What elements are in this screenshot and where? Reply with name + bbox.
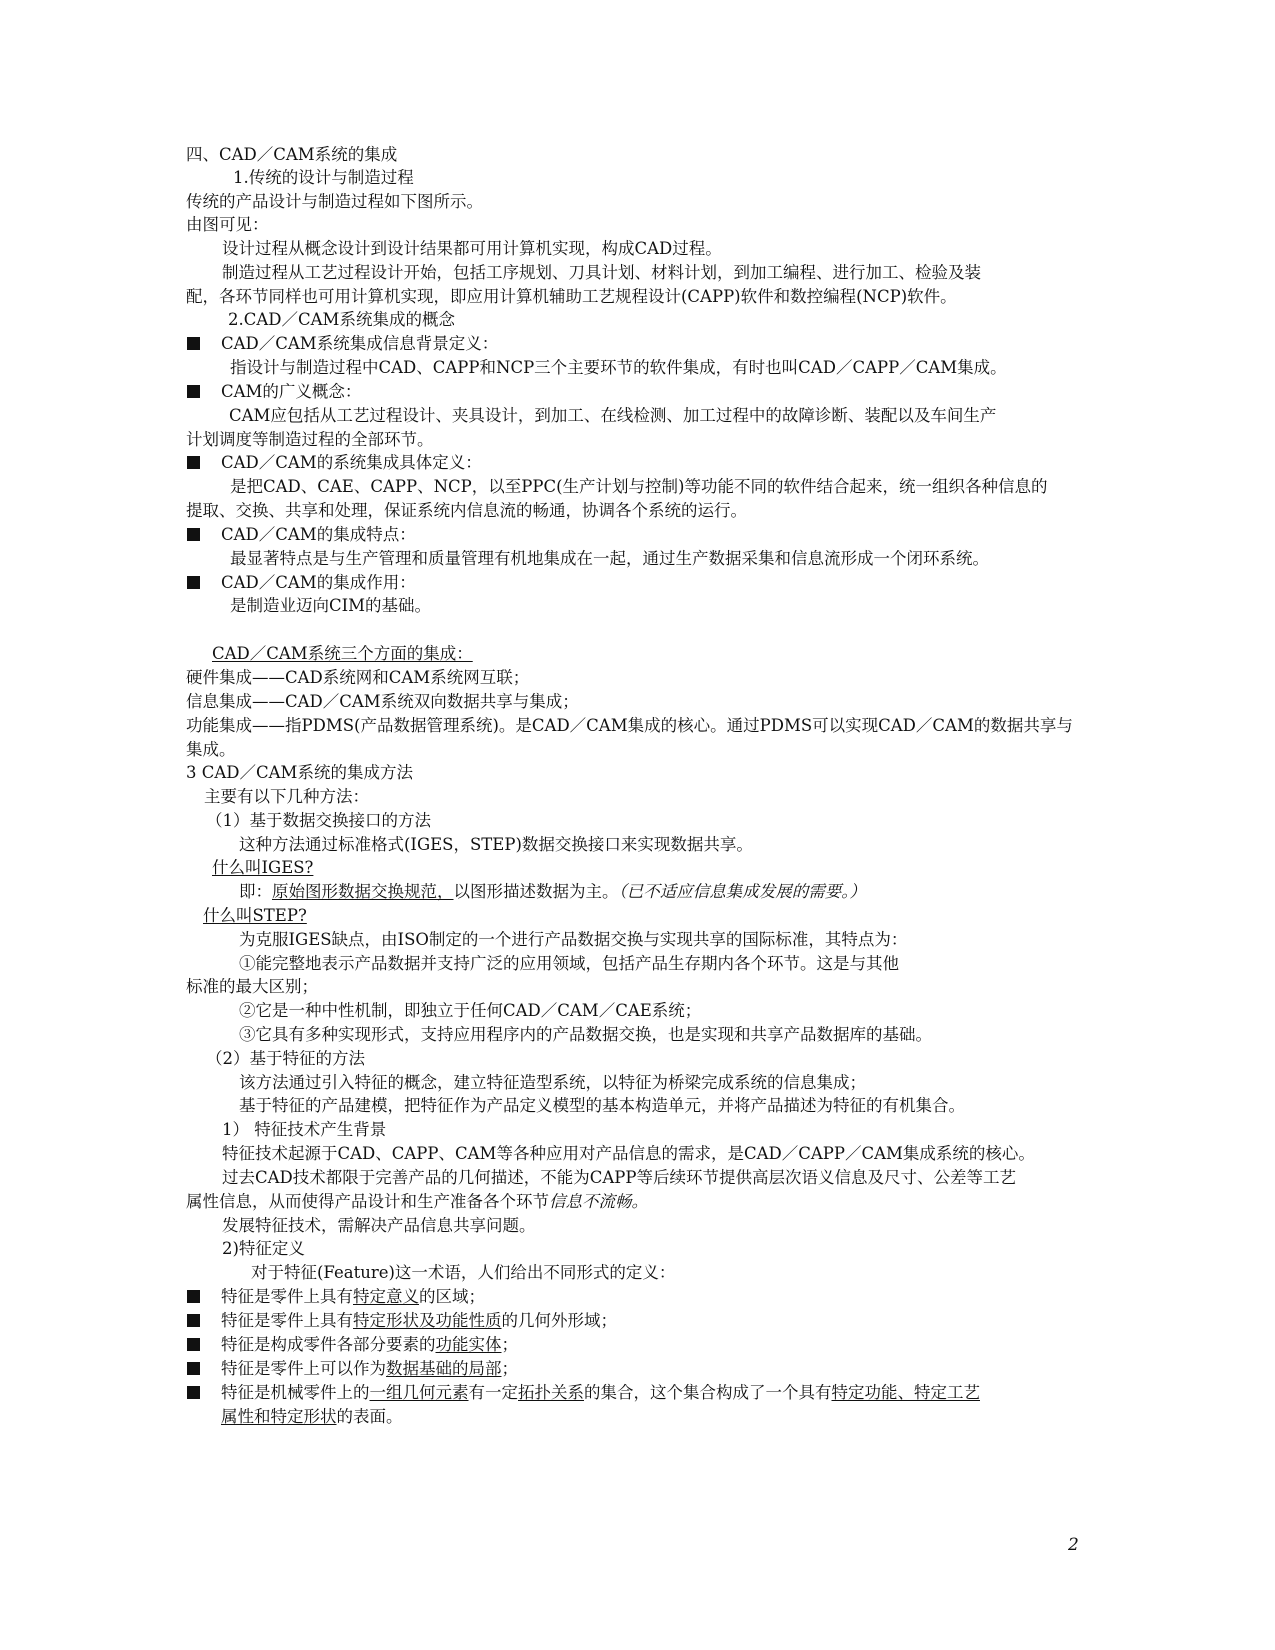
underlined-question: 什么叫IGES? — [212, 858, 314, 877]
bullet-square-icon — [187, 456, 200, 469]
subsection-heading: （2）基于特征的方法 — [206, 1049, 365, 1068]
bullet-item: CAM的广义概念： — [221, 382, 362, 401]
underlined-question: 什么叫STEP? — [203, 906, 307, 925]
bullet-item-continuation: 属性和特定形状的表面。 — [221, 1407, 403, 1426]
bullet-item: 特征是零件上具有特定意义的区域； — [221, 1287, 485, 1306]
bullet-square-icon — [187, 576, 200, 589]
bullet-item: CAD／CAM的系统集成具体定义： — [221, 453, 482, 472]
paragraph-line: 这种方法通过标准格式(IGES，STEP)数据交换接口来实现数据共享。 — [239, 835, 753, 854]
subsection-heading: 3 CAD／CAM系统的集成方法 — [186, 763, 413, 782]
paragraph-line: 该方法通过引入特征的概念，建立特征造型系统，以特征为桥梁完成系统的信息集成； — [239, 1073, 866, 1092]
section-heading: 四、CAD／CAM系统的集成 — [186, 145, 398, 164]
bullet-item: 特征是构成零件各部分要素的功能实体； — [221, 1335, 518, 1354]
subsection-heading: 1.传统的设计与制造过程 — [233, 168, 414, 187]
bullet-square-icon — [187, 1362, 200, 1375]
paragraph-line: CAM应包括从工艺过程设计、夹具设计，到加工、在线检测、加工过程中的故障诊断、装配以及车间生产 — [229, 406, 997, 425]
bullet-square-icon — [187, 337, 200, 350]
paragraph-line: 配，各环节同样也可用计算机实现，即应用计算机辅助工艺规程设计(CAPP)软件和数控编程(NCP)软件。 — [186, 287, 957, 306]
bullet-square-icon — [187, 385, 200, 398]
bullet-square-icon — [187, 1290, 200, 1303]
bullet-square-icon — [187, 1314, 200, 1327]
paragraph-line: 信息集成——CAD／CAM系统双向数据共享与集成； — [186, 692, 579, 711]
bullet-square-icon — [187, 528, 200, 541]
bullet-square-icon — [187, 1386, 200, 1399]
paragraph-line: 功能集成——指PDMS(产品数据管理系统)。是CAD／CAM集成的核心。通过PDMS可以实现CAD／CAM的数据共享与 — [186, 716, 1073, 735]
paragraph-line: 是把CAD、CAE、CAPP、NCP，以至PPC(生产计划与控制)等功能不同的软件结合起来，统一组织各种信息的 — [230, 477, 1048, 496]
paragraph-line: ①能完整地表示产品数据并支持广泛的应用领域，包括产品生存期内各个环节。这是与其他 — [239, 954, 899, 973]
underlined-heading: CAD／CAM系统三个方面的集成： — [212, 644, 473, 663]
paragraph-line: 属性信息，从而使得产品设计和生产准备各个环节信息不流畅。 — [186, 1192, 648, 1211]
bullet-item: 特征是零件上具有特定形状及功能性质的几何外形域； — [221, 1311, 617, 1330]
bullet-item: 特征是零件上可以作为数据基础的局部； — [221, 1359, 518, 1378]
paragraph-line: 由图可见： — [186, 215, 269, 234]
bullet-item: CAD／CAM系统集成信息背景定义： — [221, 334, 499, 353]
paragraph-line: 设计过程从概念设计到设计结果都可用计算机实现，构成CAD过程。 — [222, 239, 722, 258]
paragraph-line: 即：原始图形数据交换规范，以图形描述数据为主。（已不适应信息集成发展的需要。） — [239, 882, 866, 901]
paragraph-line: 过去CAD技术都限于完善产品的几何描述，不能为CAPP等后续环节提供高层次语义信息及尺寸、公差等工艺 — [222, 1168, 1017, 1187]
paragraph-line: 特征技术起源于CAD、CAPP、CAM等各种应用对产品信息的需求，是CAD／CAPP／CAM集成系统的核心。 — [222, 1144, 1035, 1163]
paragraph-line: 为克服IGES缺点，由ISO制定的一个进行产品数据交换与实现共享的国际标准，其特点为： — [239, 930, 908, 949]
paragraph-line: 硬件集成——CAD系统网和CAM系统网互联； — [186, 668, 530, 687]
paragraph-line: 指设计与制造过程中CAD、CAPP和NCP三个主要环节的软件集成，有时也叫CAD／CAPP／CAM集成。 — [230, 358, 1007, 377]
paragraph-line: 对于特征(Feature)这一术语，人们给出不同形式的定义： — [251, 1263, 676, 1282]
subsection-heading: 2.CAD／CAM系统集成的概念 — [228, 310, 455, 329]
paragraph-line: 基于特征的产品建模，把特征作为产品定义模型的基本构造单元，并将产品描述为特征的有机集合。 — [239, 1096, 965, 1115]
paragraph-line: 是制造业迈向CIM的基础。 — [230, 596, 432, 615]
bullet-item: 特征是机械零件上的一组几何元素有一定拓扑关系的集合，这个集合构成了一个具有特定功能、特定工艺 — [221, 1383, 980, 1402]
subsection-heading: 2)特征定义 — [222, 1239, 305, 1258]
paragraph-line: 集成。 — [186, 740, 236, 759]
subsection-heading: 1） 特征技术产生背景 — [222, 1120, 387, 1139]
bullet-item: CAD／CAM的集成特点： — [221, 525, 416, 544]
subsection-heading: （1）基于数据交换接口的方法 — [206, 811, 431, 830]
paragraph-line: 计划调度等制造过程的全部环节。 — [186, 430, 434, 449]
paragraph-line: 制造过程从工艺过程设计开始，包括工序规划、刀具计划、材料计划，到加工编程、进行加工、检验及装 — [222, 263, 981, 282]
bullet-item: CAD／CAM的集成作用： — [221, 573, 416, 592]
page-number: 2 — [1068, 1535, 1079, 1555]
paragraph-line: 发展特征技术，需解决产品信息共享问题。 — [222, 1216, 536, 1235]
paragraph-line: 最显著特点是与生产管理和质量管理有机地集成在一起，通过生产数据采集和信息流形成一个闭环系统。 — [230, 549, 989, 568]
paragraph-line: 主要有以下几种方法： — [204, 787, 369, 806]
bullet-square-icon — [187, 1338, 200, 1351]
paragraph-line: ②它是一种中性机制，即独立于任何CAD／CAM／CAE系统； — [239, 1001, 702, 1020]
paragraph-line: 传统的产品设计与制造过程如下图所示。 — [186, 192, 483, 211]
paragraph-line: ③它具有多种实现形式，支持应用程序内的产品数据交换，也是实现和共享产品数据库的基础。 — [239, 1025, 932, 1044]
paragraph-line: 标准的最大区别； — [186, 977, 318, 996]
paragraph-line: 提取、交换、共享和处理，保证系统内信息流的畅通，协调各个系统的运行。 — [186, 501, 747, 520]
